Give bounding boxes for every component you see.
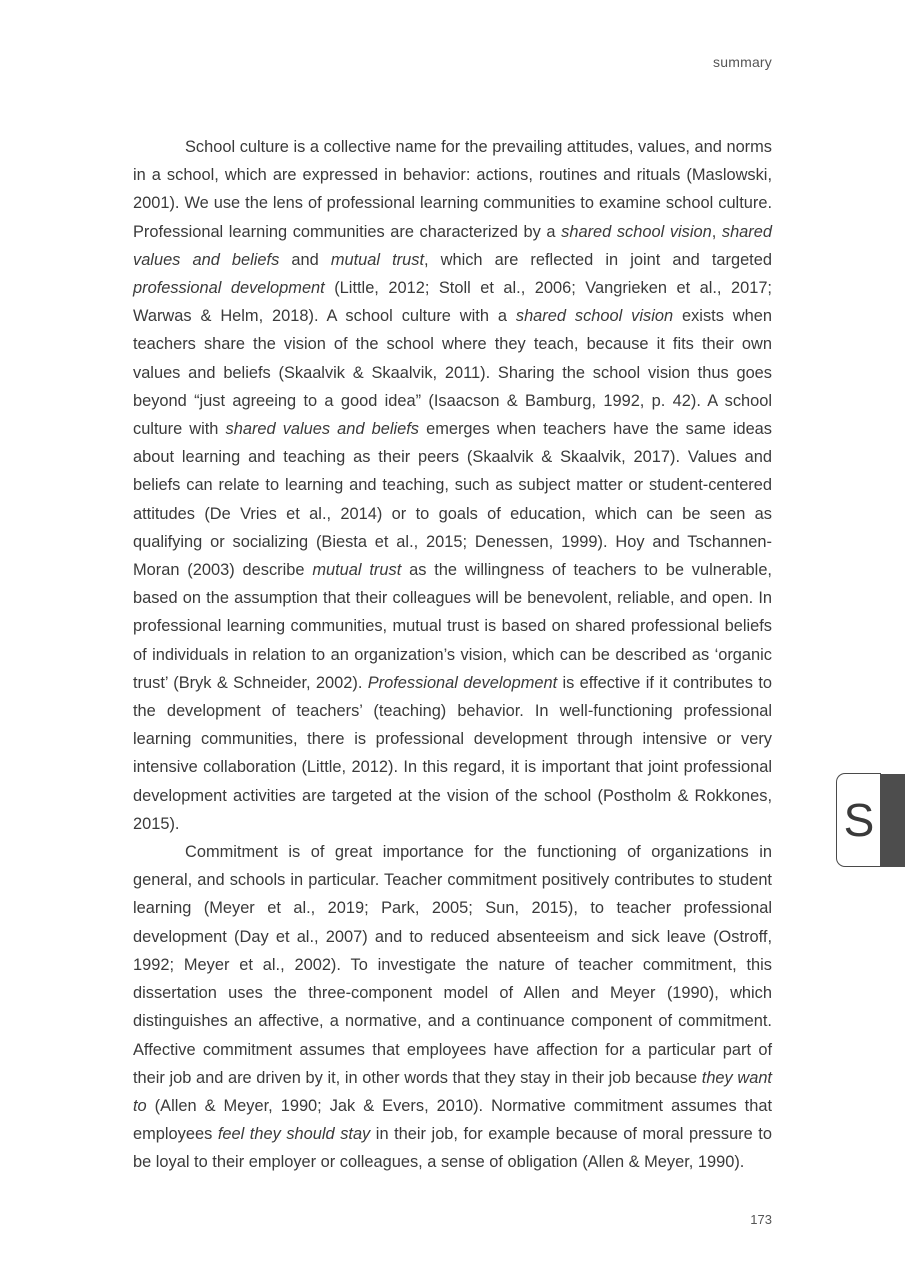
text-run: (Allen & Meyer, 1990; Jak & Evers, 2010). Normative commitment assumes that employees [133,1096,772,1144]
body-text [133,133,772,1177]
italic-term: shared school vision [561,222,712,241]
paragraph-school-culture [133,133,772,838]
text-run: as the willingness of teachers to be vulnerable, based on the assumption that their colleagues will be benevolent, reliable, and open. In professional learning communities, mutual trust is based on shared professional beliefs of individuals in relation to an organization’s vision, which can be described as ‘organic trust’ (Bryk & Schneider, 2002). [133,561,772,692]
text-run: (Little, 2012; Stoll et al., 2006; Vangrieken et al., 2017; Warwas & Helm, 2018). A school culture with a [133,279,772,326]
text-run: is effective if it contributes to the development of teachers’ (teaching) behavior. In well-functioning professional learning communities, there is professional development through intensive or very intensive collaboration (Little, 2012). In this regard, it is important that joint professional development activities are targeted at the vision of the school (Postholm & Rokkones, 2015). [133,673,773,833]
text-run: , which are reflected in joint and targeted [424,250,772,269]
italic-term: professional development [133,279,325,298]
text-run: exists when teachers share the vision of the school where they teach, because it fits their own values and beliefs (Skaalvik & Skaalvik, 2011). Sharing the school vision thus goes beyond “just agreeing to a good idea” (Isaacson & Bamburg, 1992, p. 42). A school culture with [133,307,772,439]
text-run: School culture is a collective name for the prevailing attitudes, values, and norms in a school, which are expressed in behavior: actions, routines and rituals (Maslowski, 2001). We use the lens of professional learning communities to examine school culture. Professional learning communities are characterized by a [133,138,772,241]
text-run: in their job, for example because of moral pressure to be loyal to their employer or colleagues, a sense of obligation (Allen & Meyer, 1990). [133,1125,772,1172]
chapter-tab-outline [836,773,881,867]
chapter-tab [836,773,905,867]
text-run: , [711,222,722,241]
chapter-tab-fill [880,774,905,867]
text-run: Commitment is of great importance for the functioning of organizations in general, and schools in particular. Teacher commitment positively contributes to student learning (Meyer et al., 2019; Park, 2005; Sun, 2015), to teacher professional development (Day et al., 2007) and to reduced absenteeism and sick leave (Ostroff, 1992; Meyer et al., 2002). To investigate the nature of teacher commitment, this dissertation uses the three-component model of Allen and Meyer (1990), which distinguishes an affective, a normative, and a continuance component of commitment. Affective commitment assumes that employees have affection for a particular part of their job and are driven by it, in other words that they stay in their job because [133,843,772,1087]
running-head: summary [713,54,772,70]
italic-term: feel they should stay [217,1125,371,1144]
italic-term: shared school vision [515,307,674,326]
paragraph-commitment [133,838,772,1176]
italic-term: mutual trust [330,250,424,269]
italic-term: mutual trust [312,561,402,580]
text-run: emerges when teachers have the same ideas about learning and teaching as their peers (Skaalvik & Skaalvik, 2017). Values and beliefs can relate to learning and teaching, such as subject matter or student-centered attitudes (De Vries et al., 2014) or to goals of education, which can be seen as qualifying or socializing (Biesta et al., 2015; Denessen, 1999). Hoy and Tschannen-Moran (2003) describe [133,420,772,580]
italic-term: shared values and beliefs [225,420,419,439]
italic-term: shared values and beliefs [133,222,772,269]
text-run: and [279,250,331,269]
chapter-tab-letter: S [843,794,875,846]
page-number: 173 [750,1212,772,1227]
italic-term: Professional development [367,673,558,692]
italic-term: they want to [133,1068,772,1115]
